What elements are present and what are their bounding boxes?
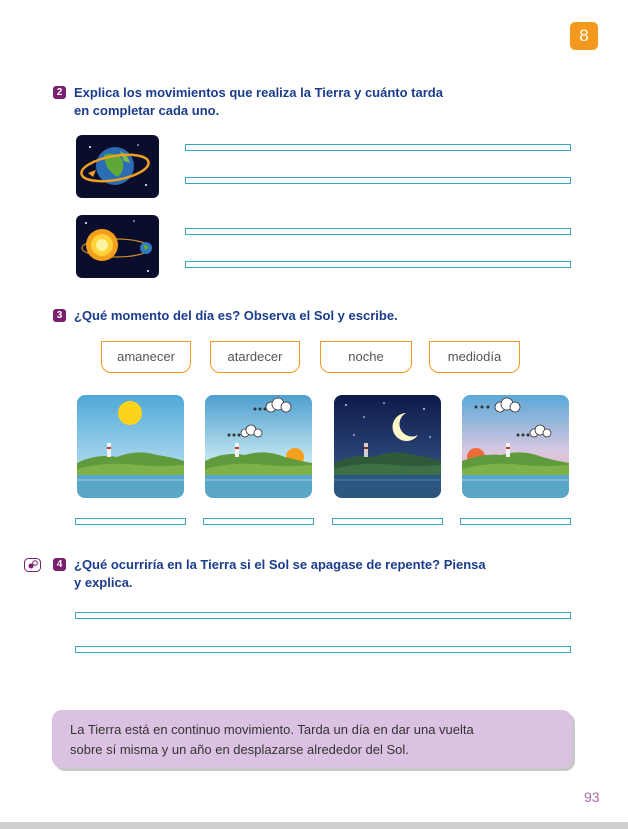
summary-note-line1: La Tierra está en continuo movimiento. Tarda un día en dar una vuelta — [70, 722, 474, 737]
word-atardecer: atardecer — [210, 341, 300, 373]
page-number: 93 — [584, 789, 600, 805]
question-3-number: 3 — [53, 309, 66, 322]
answer-line[interactable] — [185, 144, 571, 151]
question-4-line1: ¿Qué ocurriría en la Tierra si el Sol se apagase de repente? Piensa — [74, 557, 486, 572]
earth-rotation-icon — [76, 135, 159, 198]
scene-sunset — [205, 395, 312, 498]
summary-note-text — [70, 720, 560, 760]
answer-line[interactable] — [185, 228, 571, 235]
question-4-text — [74, 556, 486, 592]
answer-line[interactable] — [460, 518, 571, 525]
unit-badge: 8 — [570, 22, 598, 50]
question-4-line2: y explica. — [74, 575, 133, 590]
question-4-number: 4 — [53, 558, 66, 571]
scene-dawn — [462, 395, 569, 498]
question-2-line2: en completar cada uno. — [74, 103, 220, 118]
puzzle-icon — [24, 558, 41, 572]
answer-line[interactable] — [75, 646, 571, 653]
summary-note — [52, 710, 572, 768]
sun-icon — [118, 401, 142, 425]
answer-line[interactable] — [75, 612, 571, 619]
earth-orbit-icon — [76, 215, 159, 278]
question-2-text — [74, 84, 443, 120]
scene-night — [334, 395, 441, 498]
answer-line[interactable] — [203, 518, 314, 525]
scene-midday — [77, 395, 184, 498]
question-3-text: ¿Qué momento del día es? Observa el Sol y escribe. — [74, 308, 398, 323]
word-noche: noche — [320, 341, 412, 373]
answer-line[interactable] — [185, 261, 571, 268]
page-bottom-edge — [0, 822, 628, 829]
answer-line[interactable] — [332, 518, 443, 525]
question-2-line1: Explica los movimientos que realiza la Tierra y cuánto tarda — [74, 85, 443, 100]
answer-line[interactable] — [75, 518, 186, 525]
word-amanecer: amanecer — [101, 341, 191, 373]
word-mediodia: mediodía — [429, 341, 520, 373]
question-2-number: 2 — [53, 86, 66, 99]
answer-line[interactable] — [185, 177, 571, 184]
summary-note-line2: sobre sí misma y un año en desplazarse alrededor del Sol. — [70, 742, 409, 757]
